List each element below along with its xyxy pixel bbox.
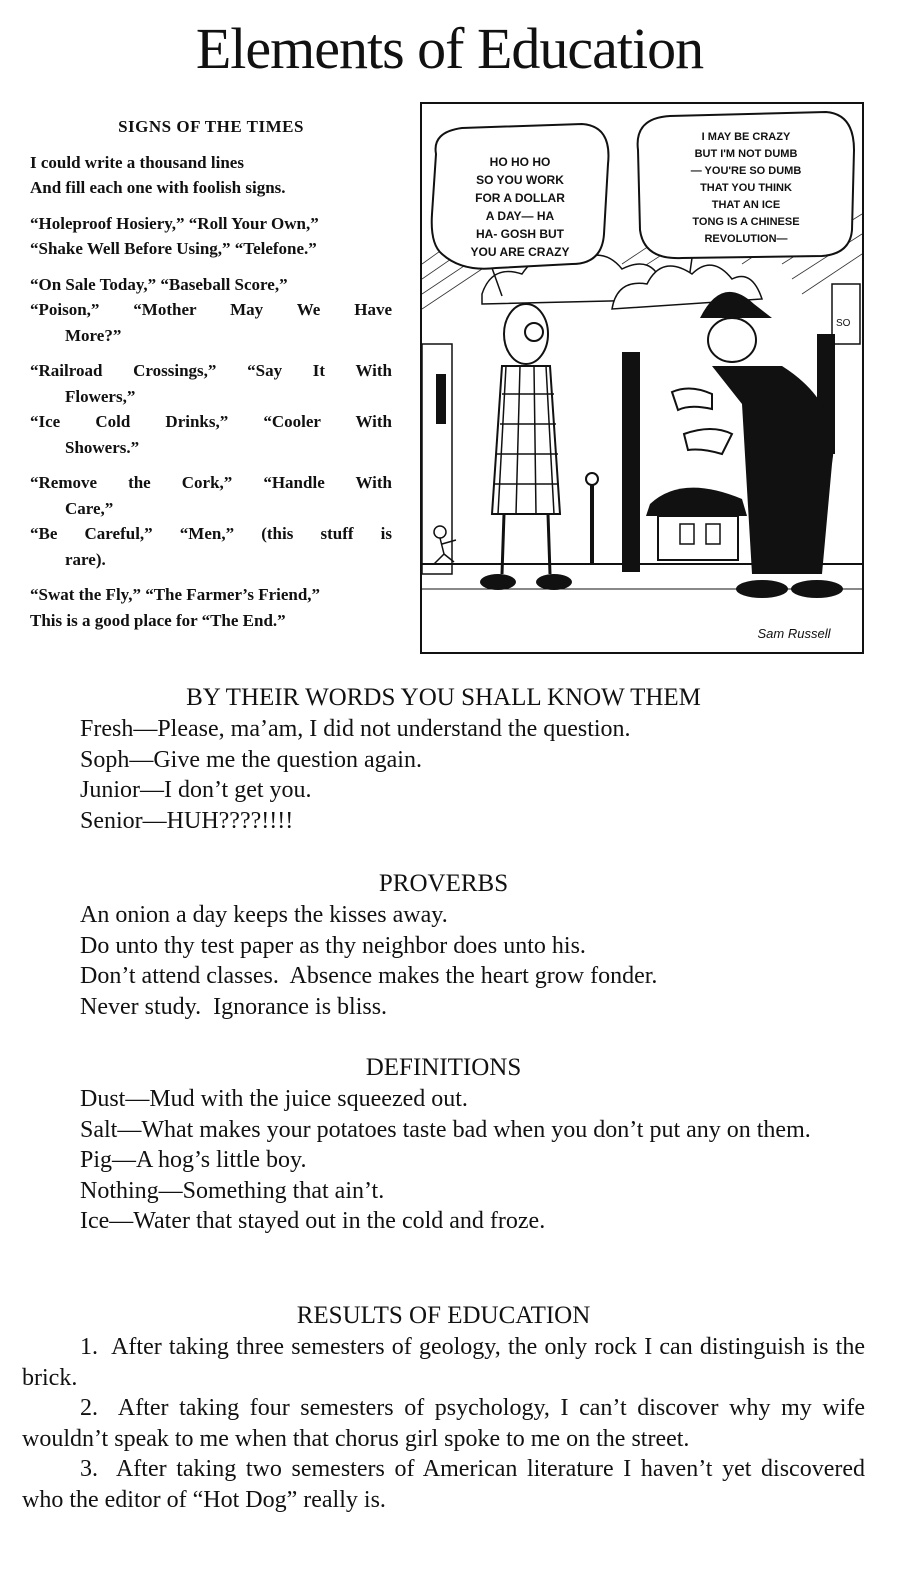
poem-title: SIGNS OF THE TIMES — [118, 117, 304, 136]
poem-line: Showers.” — [65, 437, 140, 457]
poem-signs-of-the-times — [30, 114, 392, 643]
poem-line: “Shake Well Before Using,” “Telefone.” — [30, 239, 317, 258]
section-title: BY THEIR WORDS YOU SHALL KNOW THEM — [186, 684, 701, 711]
bubble-left-line: HO HO HO — [489, 155, 551, 169]
cartoon-illustration — [420, 102, 864, 654]
list-item: 3. After taking two semesters of American literature I haven’t yet discovered who the editor of “Hot Dog” really is. — [22, 1456, 871, 1513]
bubble-left-line: YOU ARE CRAZY — [470, 245, 570, 259]
poem-line: “Ice Cold Drinks,” “Cooler With — [30, 412, 392, 431]
poem-line: “Holeproof Hosiery,” “Roll Your Own,” — [30, 213, 319, 233]
list-item: 2. After taking four semesters of psychology, I can’t discover why my wife wouldn’t speak to me when that chorus girl spoke to me on the street. — [22, 1395, 871, 1452]
text-line: Junior—I don’t get you. — [80, 777, 312, 803]
poem-line: “Swat the Fly,” “The Farmer’s Friend,” — [30, 585, 321, 604]
bubble-right-line: — YOU'RE SO DUMB — [690, 165, 802, 177]
poem-line: “Railroad Crossings,” “Say It With — [30, 361, 392, 380]
poem-stanza — [30, 582, 392, 633]
speech-bubble-right — [638, 112, 854, 272]
text-line: Do unto thy test paper as thy neighbor does unto his. — [80, 932, 586, 959]
text-line: Dust—Mud with the juice squeezed out. — [80, 1086, 468, 1112]
poem-line: rare). — [65, 549, 106, 569]
text-line: An onion a day keeps the kisses away. — [80, 902, 448, 928]
text-line: Don’t attend classes. Absence makes the heart grow fonder. — [80, 963, 658, 989]
poem-stanza — [30, 150, 392, 201]
lamp-post — [586, 473, 598, 564]
poem-line: “Be Careful,” “Men,” (this stuff is — [30, 524, 392, 543]
section-definitions — [22, 1052, 865, 1237]
poem-line: And fill each one with foolish signs. — [30, 178, 286, 197]
section-title: DEFINITIONS — [365, 1054, 522, 1081]
text-line: Soph—Give me the question again. — [80, 746, 422, 773]
section-by-their-words — [22, 682, 865, 836]
bubble-left-line: HA- GOSH BUT — [476, 227, 564, 241]
poem-stanza — [30, 358, 392, 460]
section-proverbs — [22, 868, 865, 1022]
bubble-right-line: TONG IS A CHINESE — [692, 216, 800, 228]
poem-stanza — [30, 272, 392, 349]
character-plaid-suit — [480, 304, 572, 590]
poem-stanza — [30, 211, 392, 262]
section-title: RESULTS OF EDUCATION — [296, 1302, 591, 1329]
text-line: Fresh—Please, ma’am, I did not understand the question. — [80, 716, 631, 742]
bubble-left-line: FOR A DOLLAR — [475, 191, 565, 205]
text-line: Pig—A hog’s little boy. — [80, 1147, 307, 1173]
bubble-right-line: BUT I'M NOT DUMB — [694, 148, 798, 160]
bubble-left-line: SO YOU WORK — [476, 173, 564, 187]
cartoonist-signature: Sam Russell — [757, 626, 831, 641]
svg-text:SO: SO — [836, 318, 851, 329]
text-line: Never study. Ignorance is bliss. — [80, 993, 388, 1020]
poem-line: “On Sale Today,” “Baseball Score,” — [30, 274, 288, 294]
poem-stanza — [30, 470, 392, 572]
section-title: PROVERBS — [378, 870, 509, 897]
bubble-right-line: I MAY BE CRAZY — [701, 131, 791, 143]
bubble-right-line: REVOLUTION— — [704, 233, 788, 245]
page-title: Elements of Education — [195, 16, 704, 81]
bubble-right-line: THAT YOU THINK — [700, 182, 792, 194]
poem-line: Care,” — [65, 498, 114, 518]
text-line: Salt—What makes your potatoes taste bad when you don’t put any on them. — [80, 1116, 811, 1143]
section-results-of-education — [22, 1300, 871, 1515]
poem-line: “Poison,” “Mother May We Have — [30, 300, 392, 319]
text-line: Nothing—Something that ain’t. — [80, 1177, 385, 1204]
poem-line: “Remove the Cork,” “Handle With — [30, 473, 392, 492]
bubble-right-line: THAT AN ICE — [711, 199, 781, 211]
text-line: Senior—HUH????!!!! — [80, 807, 294, 834]
poem-line: Flowers,” — [65, 386, 136, 406]
poem-line: I could write a thousand lines — [30, 152, 244, 172]
poem-line: This is a good place for “The End.” — [30, 610, 286, 630]
small-house — [646, 488, 747, 560]
list-item: 1. After taking three semesters of geology, the only rock I can distinguish is the brick. — [22, 1334, 871, 1391]
poem-line: More?” — [65, 325, 122, 345]
bubble-left-line: A DAY— HA — [485, 209, 555, 223]
text-line: Ice—Water that stayed out in the cold and froze. — [80, 1208, 546, 1234]
